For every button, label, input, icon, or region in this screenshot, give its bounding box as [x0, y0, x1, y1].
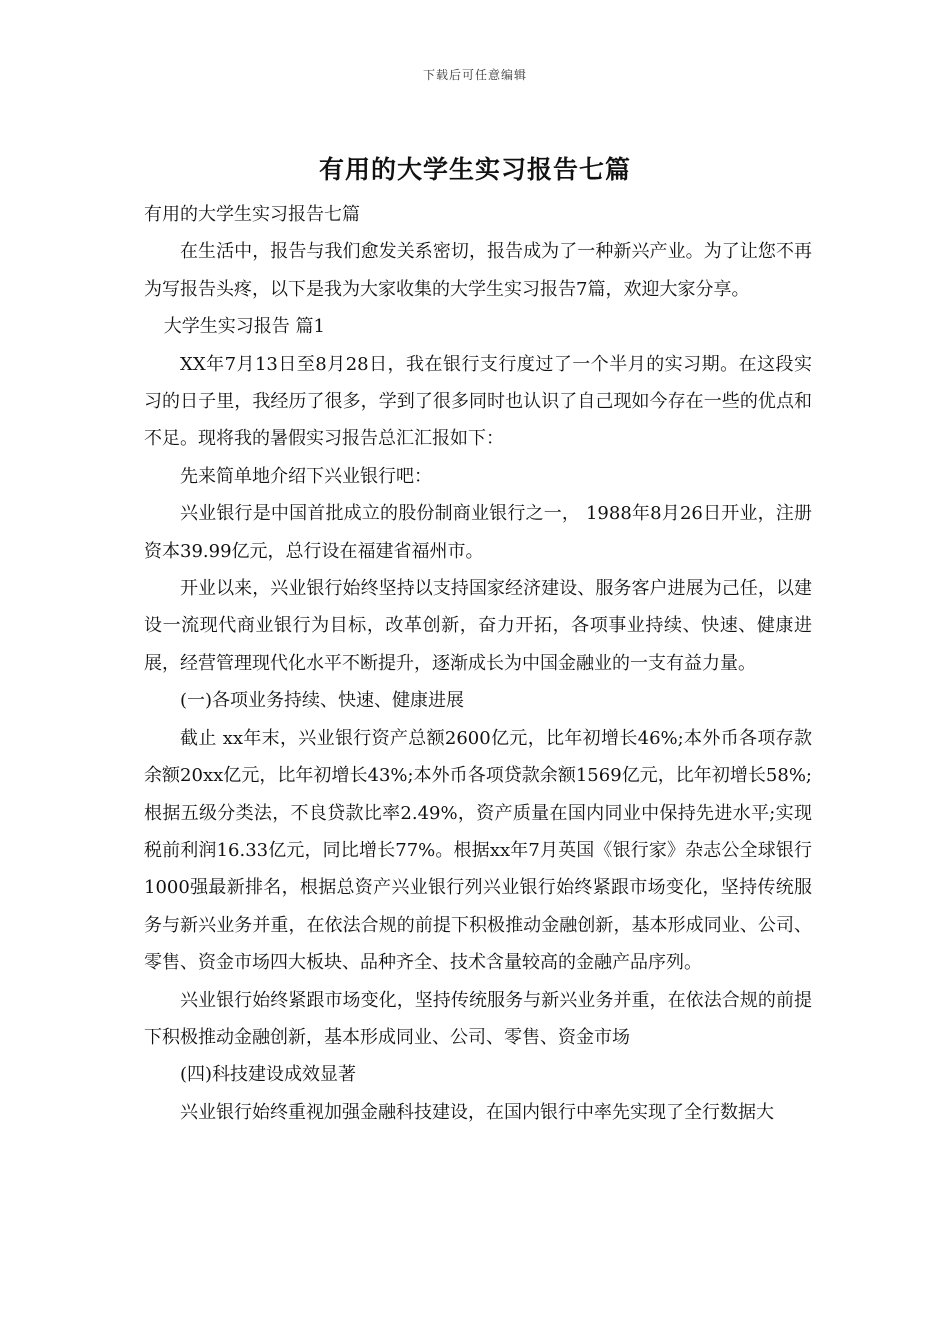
body-paragraph: XX年7月13日至8月28日，我在银行支行度过了一个半月的实习期。在这段实习的日子里，我经历了很多，学到了很多同时也认识了自己现如今存在一些的优点和不足。现将我的暑假实习报告总汇汇报如下：	[144, 353, 812, 450]
document-body	[144, 196, 812, 1131]
body-paragraph: 兴业银行是中国首批成立的股份制商业银行之一， 1988年8月26日开业，注册资本39.99亿元，总行设在福建省福州市。	[144, 503, 812, 562]
section-heading-1: 大学生实习报告 篇1	[163, 316, 325, 338]
body-paragraph: 兴业银行始终紧跟市场变化，坚持传统服务与新兴业务并重，在依法合规的前提下积极推动金融创新，基本形成同业、公司、零售、资金市场	[144, 989, 812, 1048]
subsection-heading: (一)各项业务持续、快速、健康进展	[180, 690, 465, 712]
body-paragraph: 先来简单地介绍下兴业银行吧：	[180, 465, 432, 487]
body-paragraph: 截止 xx年末，兴业银行资产总额2600亿元，比年初增长46%;本外币各项存款余额20xx亿元，比年初增长43%;本外币各项贷款余额1569亿元，比年初增长58%;根据五级分类法，不良贷款比率2.49%，资产质量在国内同业中保持先进水平;实现税前利润16.33亿元，同比增长77%。根据xx年7月英国《银行家》杂志公全球银行1000强最新排名，根据总资产兴业银行列兴业银行始终紧跟市场变化，坚持传统服务与新兴业务并重，在依法合规的前提下积极推动金融创新，基本形成同业、公司、零售、资金市场四大板块、品种齐全、技术含量较高的金融产品序列。	[144, 727, 812, 974]
body-paragraph: 开业以来，兴业银行始终坚持以支持国家经济建设、服务客户进展为己任，以建设一流现代商业银行为目标，改革创新，奋力开拓，各项事业持续、快速、健康进展，经营管理现代化水平不断提升，逐渐成长为中国金融业的一支有益力量。	[144, 578, 812, 674]
document-title: 有用的大学生实习报告七篇	[318, 155, 631, 184]
intro-paragraph: 在生活中，报告与我们愈发关系密切，报告成为了一种新兴产业。为了让您不再为写报告头疼，以下是我为大家收集的大学生实习报告7篇，欢迎大家分享。	[144, 241, 812, 300]
header-note: 下载后可任意编辑	[422, 68, 527, 82]
subtitle-paragraph: 有用的大学生实习报告七篇	[144, 204, 360, 225]
subsection-heading: (四)科技建设成效显著	[180, 1064, 357, 1086]
body-paragraph: 兴业银行始终重视加强金融科技建设，在国内银行中率先实现了全行数据大	[180, 1101, 774, 1123]
